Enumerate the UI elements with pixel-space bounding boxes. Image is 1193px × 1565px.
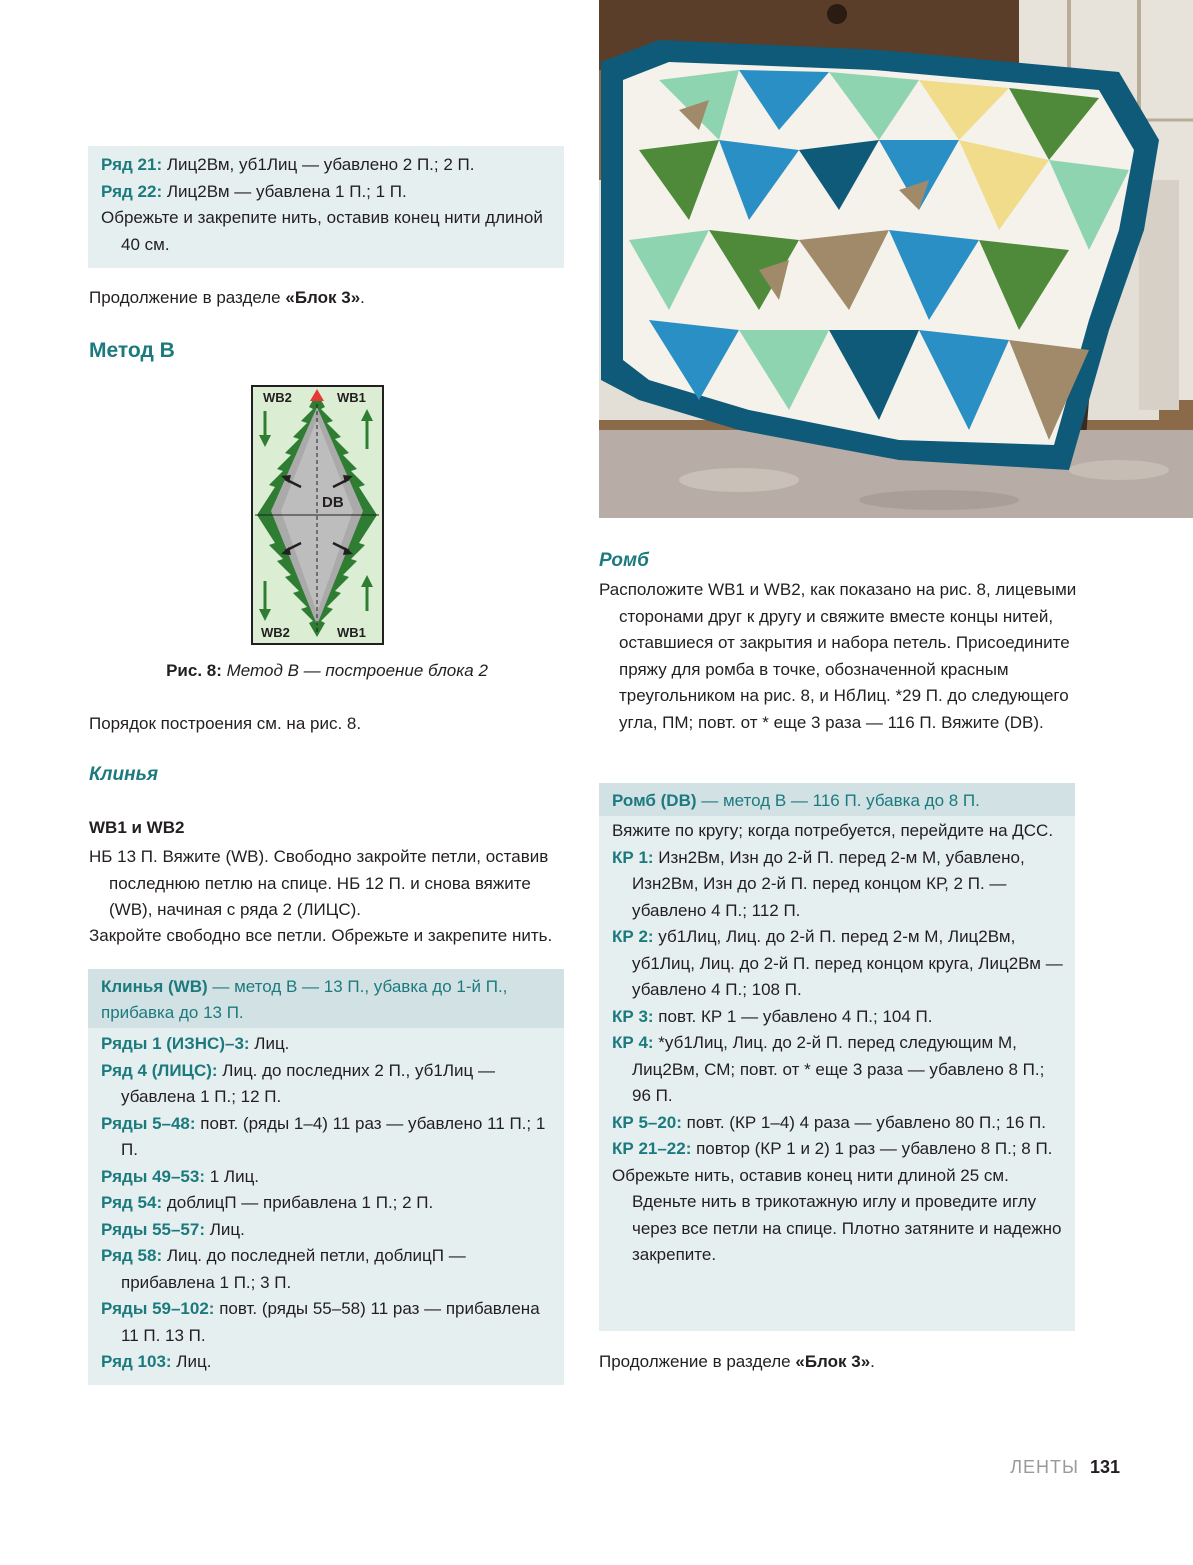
instruction-row xyxy=(101,1164,548,1191)
row-text: повт. (ряды 1–4) 11 раз — убавлено 11 П.; 1 П. xyxy=(121,1113,546,1159)
instruction-row xyxy=(101,1243,548,1296)
continuation-right: Продолжение в разделе «Блок 3». xyxy=(599,1352,875,1371)
wedges-heading: Клинья xyxy=(89,764,159,785)
row-label: Ряды 59–102: xyxy=(101,1299,215,1318)
instruction-row xyxy=(101,1296,548,1349)
row-text: повт. КР 1 — убавлено 4 П.; 104 П. xyxy=(653,1006,933,1026)
wedges-paragraph-1: НБ 13 П. Вяжите (WB). Свободно закройте петли, оставив последнюю петлю на спице. НБ 12 П. и снова вяжите (WB), начиная с ряда 2 (ЛИЦС). xyxy=(89,847,549,919)
row-text: 1 Лиц. xyxy=(205,1166,260,1186)
order-text: Порядок построения см. на рис. 8. xyxy=(89,714,362,733)
row-label: КР 3: xyxy=(612,1006,654,1026)
row-text: уб1Лиц, Лиц. до 2-й П. перед 2-м М, Лиц2Вм, уб1Лиц, Лиц. до 2-й П. перед концом круга, Лиц2Вм — убавлено 4 П.; 108 П. xyxy=(632,927,1063,999)
instruction-row xyxy=(101,1111,548,1164)
instruction-row xyxy=(612,1030,1063,1110)
instruction-row xyxy=(101,152,552,179)
instruction-row xyxy=(101,1058,548,1111)
row-text: Лиц. до последней петли, доблицП — прибавлена 1 П.; 3 П. xyxy=(121,1246,466,1292)
page-number: 131 xyxy=(1089,1457,1120,1477)
photo-clock xyxy=(827,4,847,24)
row-text: Лиц. xyxy=(171,1352,212,1371)
instruction-row xyxy=(101,1031,548,1058)
wedges-subheading: WB1 и WB2 xyxy=(89,818,185,837)
wedge-instruction-box xyxy=(88,969,564,1385)
diamond-box-title: Ромб (DB) — метод B — 116 П. убавка до 8 П. xyxy=(599,783,1075,816)
diamond-paragraph: Расположите WB1 и WB2, как показано на рис. 8, лицевыми сторонами друг к другу и свяжите вместе концы нитей, оставшиеся от закрытия и набора петель. Присоедините пряжу для ромба в точке, обозначенной красным треугольником на рис. 8, и НбЛиц. *29 П. до следующего угла, ПМ; повт. от * еще 3 раза — 116 П. Вяжите (DB). xyxy=(599,580,1077,732)
instruction-row xyxy=(101,179,552,206)
row-label: Ряд 4 (ЛИЦС): xyxy=(101,1060,218,1080)
row-text: Обрежьте и закрепите нить, оставив конец нити длиной 40 см. xyxy=(101,208,543,254)
diamond-instruction-box xyxy=(599,783,1075,1331)
row-label: КР 5–20: xyxy=(612,1112,682,1132)
row-label: Ряд 103: xyxy=(101,1352,172,1371)
row-label: Ряды 49–53: xyxy=(101,1166,206,1186)
row-text: доблицП — прибавлена 1 П.; 2 П. xyxy=(162,1193,434,1212)
continuation-left: Продолжение в разделе «Блок 3». xyxy=(89,288,365,307)
method-b-heading: Метод B xyxy=(89,339,175,362)
row-text: Лиц2Вм — убавлена 1 П.; 1 П. xyxy=(162,181,407,201)
row-label: КР 1: xyxy=(612,847,654,867)
row-text: Лиц. до последних 2 П., уб1Лиц — убавлена 1 П.; 12 П. xyxy=(121,1060,495,1106)
figure-8-diagram xyxy=(251,385,385,647)
label-db: DB xyxy=(322,494,344,511)
row-label: КР 4: xyxy=(612,1033,654,1052)
page-footer xyxy=(960,1457,1120,1478)
instruction-row xyxy=(612,845,1063,925)
label-wb1-bottom: WB1 xyxy=(337,625,366,640)
row-label: КР 2: xyxy=(612,927,654,946)
wedges-paragraph-2: Закройте свободно все петли. Обрежьте и закрепите нить. xyxy=(89,926,553,945)
diamond-heading: Ромб xyxy=(599,550,649,571)
row-label: Ряды 1 (ИЗНС)–3: xyxy=(101,1034,250,1053)
figure-caption: Рис. 8: Метод B — построение блока 2 xyxy=(166,661,488,680)
row-label: Ряд 58: xyxy=(101,1246,163,1265)
knitted-blanket-photo xyxy=(599,0,1193,518)
instruction-row xyxy=(612,1004,1063,1031)
row-text: Вяжите по кругу; когда потребуется, перейдите на ДСС. xyxy=(612,821,1054,840)
row-text: Изн2Вм, Изн до 2-й П. перед 2-м М, убавлено, Изн2Вм, Изн до 2-й П. перед концом КР, 2 П. — убавлено 4 П.; 112 П. xyxy=(632,847,1025,920)
instruction-row xyxy=(612,818,1063,845)
label-wb2-bottom: WB2 xyxy=(261,625,290,640)
instruction-row xyxy=(101,205,552,258)
row-text: Лиц2Вм, уб1Лиц — убавлено 2 П.; 2 П. xyxy=(162,155,475,174)
instruction-row xyxy=(612,1163,1063,1269)
row-label: КР 21–22: xyxy=(612,1139,692,1158)
label-wb1-top: WB1 xyxy=(337,390,366,405)
row-text: *уб1Лиц, Лиц. до 2-й П. перед следующим М, Лиц2Вм, СМ; повт. от * еще 3 раза — убавлено 8 П.; 96 П. xyxy=(632,1033,1045,1105)
instruction-row xyxy=(101,1217,548,1244)
label-wb2-top: WB2 xyxy=(263,390,292,405)
instruction-row xyxy=(101,1349,548,1376)
row-text: повт. (КР 1–4) 4 раза — убавлено 80 П.; 16 П. xyxy=(681,1112,1046,1132)
row-text: повтор (КР 1 и 2) 1 раз — убавлено 8 П.; 8 П. xyxy=(691,1139,1053,1158)
instruction-row xyxy=(612,1110,1063,1137)
top-instruction-box xyxy=(88,146,564,268)
row-label: Ряды 55–57: xyxy=(101,1219,206,1239)
row-text: Лиц. xyxy=(205,1219,245,1239)
row-label: Ряд 54: xyxy=(101,1193,163,1212)
row-label: Ряды 5–48: xyxy=(101,1113,196,1133)
footer-section: ЛЕНТЫ xyxy=(1010,1457,1079,1477)
row-text: Обрежьте нить, оставив конец нити длиной 25 см. Вденьте нить в трикотажную иглу и проведите иглу через все петли на спице. Плотно затяните и надежно закрепите. xyxy=(612,1165,1062,1264)
row-label: Ряд 22: xyxy=(101,181,163,201)
wedge-box-title: Клинья (WB) — метод B — 13 П., убавка до 1-й П., прибавка до 13 П. xyxy=(88,969,564,1028)
row-text: Лиц. xyxy=(249,1034,290,1053)
instruction-row xyxy=(101,1190,548,1217)
row-text: повт. (ряды 55–58) 11 раз — прибавлена 11 П. 13 П. xyxy=(121,1299,540,1345)
instruction-row xyxy=(612,924,1063,1004)
instruction-row xyxy=(612,1136,1063,1163)
row-label: Ряд 21: xyxy=(101,155,163,174)
